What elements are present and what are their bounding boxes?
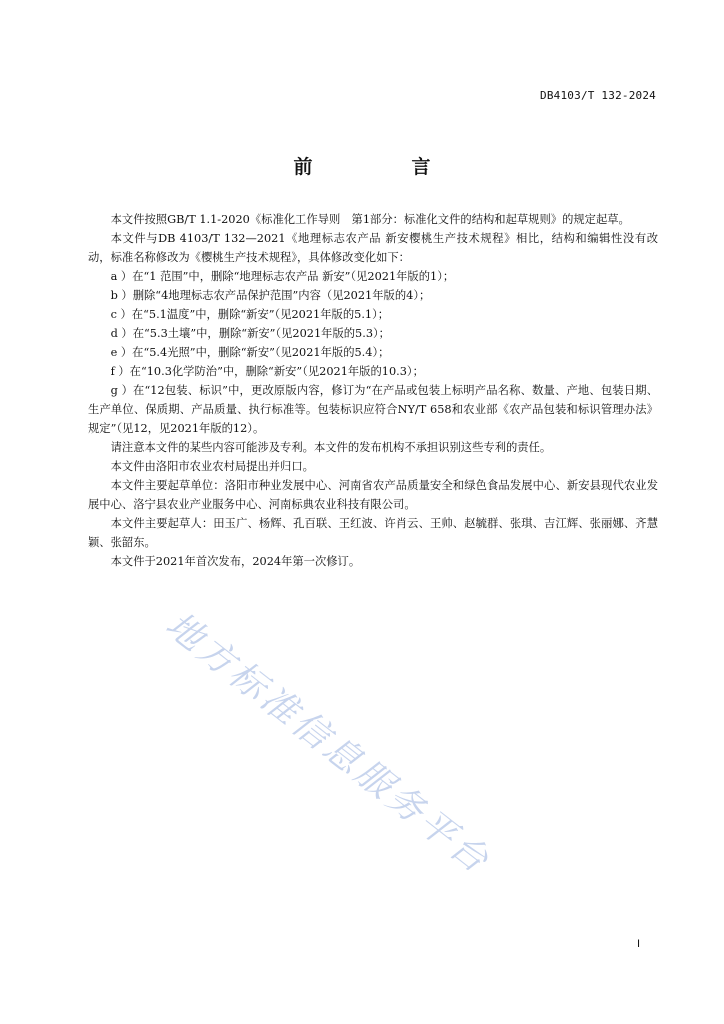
paragraph: 本文件主要起草人：田玉广、杨辉、孔百联、王红波、许肖云、王帅、赵毓群、张琪、吉江辉、张丽娜、齐慧颖、张韶东。 bbox=[88, 517, 658, 549]
list-item: f ）在“10.3化学防治”中，删除“新安”（见2021年版的10.3）； bbox=[110, 365, 424, 378]
watermark: 地方标准信息服务平台 bbox=[157, 604, 499, 883]
paragraph: 本文件与DB 4103/T 132—2021《地理标志农产品 新安樱桃生产技术规程》相比，结构和编辑性没有改动，标准名称修改为《樱桃生产技术规程》，具体修改变化如下： bbox=[88, 232, 658, 264]
paragraph: 本文件主要起草单位：洛阳市种业发展中心、河南省农产品质量安全和绿色食品发展中心、新安县现代农业发展中心、洛宁县农业产业服务中心、河南标典农业科技有限公司。 bbox=[88, 479, 658, 511]
paragraph: 本文件由洛阳市农业农村局提出并归口。 bbox=[110, 460, 314, 473]
page-title: 前 言 bbox=[293, 156, 471, 178]
list-item: g ）在“12包装、标识”中，更改原版内容，修订为“在产品或包装上标明产品名称、数量、产地、包装日期、生产单位、保质期、产品质量、执行标准等。包装标识应符合NY/T 658和农业部《农产品包装和标识管理办法》规定”（见12，见2021年版的12）。 bbox=[88, 384, 658, 435]
list-item: c ）在“5.1温度”中，删除“新安”（见2021年版的5.1）； bbox=[110, 308, 390, 321]
list-item: b ）删除“4地理标志农产品保护范围”内容（见2021年版的4）； bbox=[110, 289, 431, 302]
page-number: I bbox=[636, 938, 640, 950]
paragraph: 本文件按照GB/T 1.1-2020《标准化工作导则 第1部分：标准化文件的结构和起草规则》的规定起草。 bbox=[110, 213, 630, 226]
document-code: DB4103/T 132-2024 bbox=[540, 89, 656, 102]
paragraph: 请注意本文件的某些内容可能涉及专利。本文件的发布机构不承担识别这些专利的责任。 bbox=[110, 441, 552, 454]
list-item: d ）在“5.3土壤”中，删除“新安”（见2021年版的5.3）； bbox=[110, 327, 390, 340]
paragraph: 本文件于2021年首次发布，2024年第一次修订。 bbox=[110, 555, 361, 568]
document-body bbox=[88, 210, 658, 571]
list-item: a ）在“1 范围”中，删除“地理标志农产品 新安”（见2021年版的1）； bbox=[110, 270, 455, 283]
list-item: e ）在“5.4光照”中，删除“新安”（见2021年版的5.4）； bbox=[110, 346, 390, 359]
